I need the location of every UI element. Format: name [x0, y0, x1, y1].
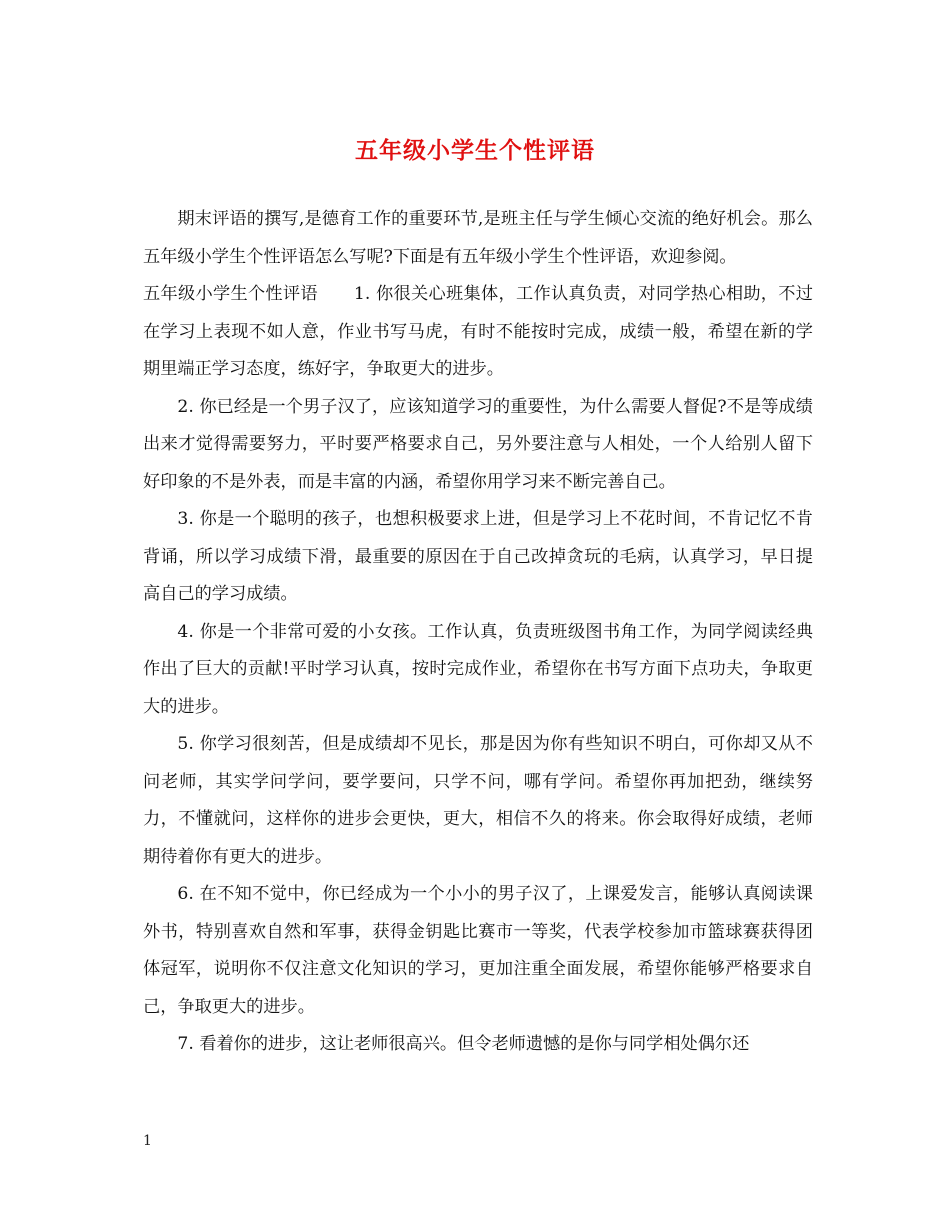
comment-item-4: 4. 你是一个非常可爱的小女孩。工作认真，负责班级图书角工作，为同学阅读经典作出了巨大的贡献!平时学习认真，按时完成作业，希望你在书写方面下点功夫，争取更大的进步。 [143, 621, 813, 717]
comment-item-1: 1. 你很关心班集体，工作认真负责，对同学热心相助，不过在学习上表现不如人意，作业书写马虎，有时不能按时完成，成绩一般，希望在新的学期里端正学习态度，练好字，争取更大的进步。 [143, 284, 813, 379]
comment-item-3: 3. 你是一个聪明的孩子，也想积极要求上进，但是学习上不花时间，不肯记忆不肯背诵，所以学习成绩下滑，最重要的原因在于自己改掉贪玩的毛病，认真学习，早日提高自己的学习成绩。 [143, 509, 813, 604]
section-heading: 五年级小学生个性评语 [143, 284, 318, 304]
intro-paragraph: 期末评语的撰写,是德育工作的重要环节,是班主任与学生倾心交流的绝好机会。那么五年级小学生个性评语怎么写呢?下面是有五年级小学生个性评语，欢迎参阅。 [143, 209, 813, 267]
page-number: 1 [143, 1133, 152, 1149]
first-item-paragraph [143, 276, 813, 389]
comment-item-5: 5. 你学习很刻苦，但是成绩却不见长，那是因为你有些知识不明白，可你却又从不问老师，其实学问学问，要学要问，只学不问，哪有学问。希望你再加把劲，继续努力，不懂就问，这样你的进步会更快，更大，相信不久的将来。你会取得好成绩，老师期待着你有更大的进步。 [143, 734, 813, 867]
comment-item-7: 7. 看着你的进步，这让老师很高兴。但令老师遗憾的是你与同学相处偶尔还 [177, 1034, 750, 1054]
comment-item-6: 6. 在不知不觉中，你已经成为一个小小的男子汉了，上课爱发言，能够认真阅读课外书，特别喜欢自然和军事，获得金钥匙比赛市一等奖，代表学校参加市篮球赛获得团体冠军，说明你不仅注意文化知识的学习，更加注重全面发展，希望你能够严格要求自己，争取更大的进步。 [143, 884, 813, 1017]
document-title: 五年级小学生个性评语 [355, 137, 595, 164]
comment-item-2: 2. 你已经是一个男子汉了，应该知道学习的重要性，为什么需要人督促?不是等成绩出来才觉得需要努力，平时要严格要求自己，另外要注意与人相处，一个人给别人留下好印象的不是外表，而是丰富的内涵，希望你用学习来不断完善自己。 [143, 396, 813, 492]
document-body [143, 201, 813, 1064]
